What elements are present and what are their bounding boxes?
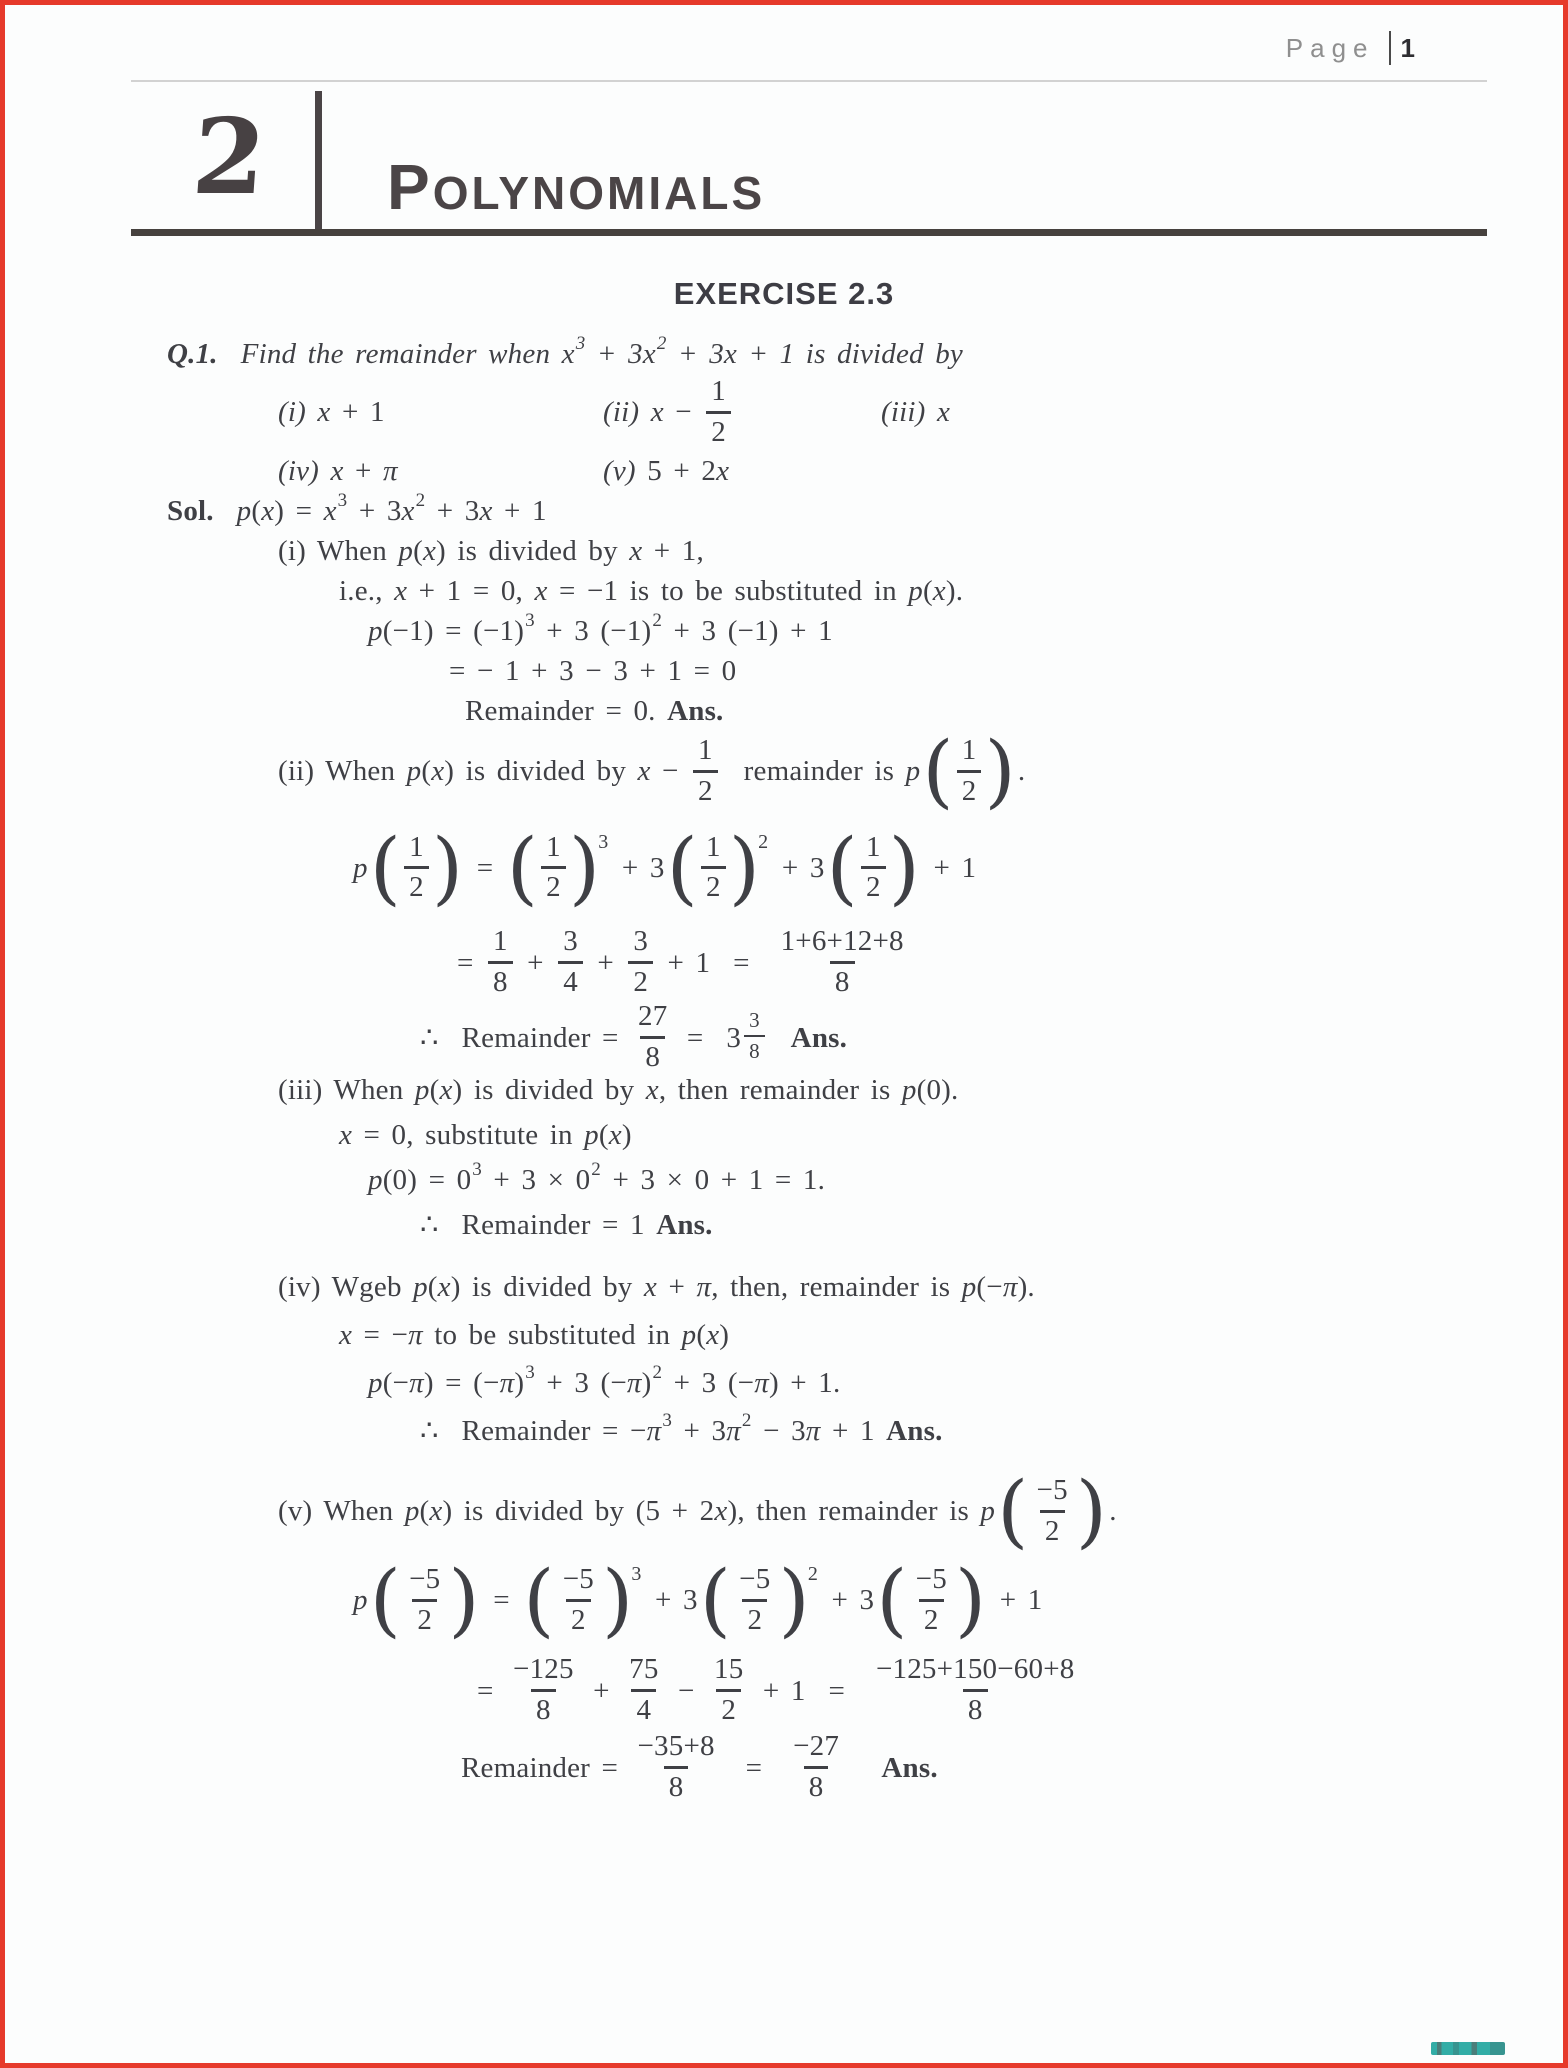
page-indicator	[1286, 31, 1415, 65]
part-i-line-3: p (−1) = (−1) $^3$ + 3 (−1) $^2$ + 3 (−1) + 1	[368, 609, 833, 647]
options-row-2	[278, 451, 1563, 491]
fraction: $\frac{1}{8}$	[488, 926, 513, 999]
header-thick-rule	[131, 229, 1487, 236]
part-v-line-1: (v) When p ( x ) is divided by (5 + 2 x ), then remainder is p ( −5 2 ) .	[278, 1464, 1117, 1558]
part-iv-answer: ∴ Remainder = − π $^3$ + 3 π $^2$ − 3 π + 1 Ans.	[420, 1409, 943, 1447]
fraction: $\frac{75}{4}$	[629, 1653, 659, 1727]
part-i-line-2: i.e., x + 1 = 0, x = −1 is to be substituted in p ( x ).	[339, 574, 964, 607]
fraction: 1 2	[957, 735, 982, 808]
part-v-answer: Remainder = $\frac{-35+8}{8}$ = $\frac{-27}{8}$ Ans.	[461, 1730, 938, 1804]
options-row-1	[278, 376, 1563, 449]
sol-line: Sol. p ( x ) = x $^3$ + 3 x $^2$ + 3 x + 1	[167, 489, 547, 527]
part-iii-line-1: (iii) When p ( x ) is divided by x , then remainder is p (0).	[278, 1073, 959, 1106]
fraction: −5 2	[409, 1562, 441, 1636]
page-number: 1	[1400, 32, 1415, 63]
fraction: 1 2	[541, 832, 566, 905]
fraction: 1 2	[404, 832, 429, 905]
fraction: $\frac{27}{8}$	[638, 1000, 668, 1074]
fraction: $\frac{1+6+12+8}{8}$	[780, 925, 904, 999]
paren-fraction: ( 1 2 )	[369, 820, 464, 914]
options-row-1-cell: (i) x + 1	[278, 396, 385, 429]
part-iv-line-1: (iv) Wgeb p ( x ) is divided by x + π , then, remainder is p (− π ).	[278, 1270, 1035, 1303]
fraction: $\frac{1}{2}$	[706, 376, 731, 449]
fraction: −5 2	[915, 1562, 947, 1636]
options-row-1-cell: (iii) x	[881, 396, 951, 429]
paren-fraction: ( −5 2 )	[997, 1464, 1108, 1558]
chapter-divider-bar	[315, 91, 322, 229]
header-thin-rule	[131, 80, 1487, 82]
paren-fraction: ( 1 2 ) 2	[666, 820, 769, 914]
watermark	[1431, 2042, 1505, 2055]
part-ii-line-1: (ii) When p ( x ) is divided by x − $\frac{1}{2}$ remainder is p ( 1 2 ) .	[278, 724, 1026, 818]
paren-fraction: ( −5 2 ) 3	[523, 1553, 642, 1647]
fraction: $\frac{1}{2}$	[693, 735, 718, 808]
part-i-answer: Remainder = 0. Ans.	[465, 694, 724, 727]
chapter-banner	[131, 89, 1487, 229]
page-label-text: Page	[1285, 32, 1375, 63]
fraction: −5 2	[562, 1562, 594, 1636]
fraction: 3 8	[744, 1009, 765, 1061]
part-iii-line-3: p (0) = 0 $^3$ + 3 × 0 $^2$ + 3 × 0 + 1 = 1.	[368, 1158, 826, 1196]
part-i-line-4: = − 1 + 3 − 3 + 1 = 0	[449, 654, 737, 687]
options-row-2-cell: (v) 5 + 2 x	[603, 454, 730, 487]
part-i-line-1: (i) When p ( x ) is divided by x + 1,	[278, 534, 704, 567]
fraction: $\frac{-27}{8}$	[793, 1730, 840, 1804]
fraction: $\frac{3}{4}$	[558, 926, 583, 999]
fraction: −5 2	[739, 1562, 771, 1636]
paren-fraction: ( 1 2 )	[826, 820, 921, 914]
part-iii-answer: ∴ Remainder = 1 Ans.	[420, 1208, 713, 1241]
part-iii-line-2: x = 0, substitute in p ( x )	[339, 1118, 632, 1151]
options-row-1-cell: (ii) x − $\frac{1}{2}$	[603, 376, 881, 449]
fraction: −5 2	[1036, 1473, 1068, 1547]
chapter-number: 2	[188, 95, 270, 218]
part-v-line-3: = $\frac{-125}{8}$ + $\frac{75}{4}$ − $\frac{15}{2}$ + 1 = $\frac{-125+150-60+8}{8}$	[477, 1654, 1563, 1727]
chapter-title: POLYNOMIALS	[387, 151, 766, 223]
part-iv-line-2: x = − π to be substituted in p ( x )	[339, 1318, 730, 1351]
paren-fraction: ( 1 2 )	[922, 724, 1016, 818]
options-row-2-cell: (iv) x + π	[278, 454, 398, 487]
fraction: $\frac{-35+8}{8}$	[637, 1730, 715, 1804]
exercise-title: EXERCISE 2.3	[673, 276, 895, 311]
part-ii-line-3: = $\frac{1}{8}$ + $\frac{3}{4}$ + $\frac{3}{2}$ + 1 = $\frac{1+6+12+8}{8}$	[457, 926, 1563, 999]
part-iv-line-3: p (− π ) = (− π ) $^3$ + 3 (− π ) $^2$ + 3 (− π ) + 1.	[368, 1361, 841, 1399]
fraction: $\frac{15}{2}$	[714, 1653, 744, 1727]
page-label-divider	[1389, 31, 1391, 65]
q1-line: Q.1. Find the remainder when x $^3$ + 3x $^2$ + 3x + 1 is divided by	[167, 333, 963, 370]
fraction: 1 2	[701, 832, 726, 905]
part-ii-line-2: p ( 1 2 ) = ( 1 2 ) 3 + 3 ( 1 2 ) 2 + 3 ( 1 2 ) + 1	[353, 820, 977, 914]
fraction: $\frac{3}{2}$	[628, 926, 653, 999]
part-ii-answer: ∴ Remainder = $\frac{27}{8}$ = 3 3 8 Ans.	[420, 1000, 848, 1074]
paren-fraction: ( 1 2 ) 3	[506, 820, 609, 914]
fraction: 1 2	[861, 832, 886, 905]
paren-fraction: ( −5 2 )	[369, 1553, 480, 1647]
fraction: $\frac{-125+150-60+8}{8}$	[875, 1653, 1075, 1727]
page-body	[5, 260, 1563, 1804]
paren-fraction: ( −5 2 ) 2	[699, 1553, 819, 1647]
solution-lines	[5, 334, 1563, 1804]
fraction: $\frac{-125}{8}$	[513, 1653, 574, 1727]
part-v-line-2: p ( −5 2 ) = ( −5 2 ) 3 + 3 ( −5 2 ) 2 + 3 ( −5 2 ) + 1	[353, 1553, 1043, 1647]
paren-fraction: ( −5 2 )	[876, 1553, 987, 1647]
